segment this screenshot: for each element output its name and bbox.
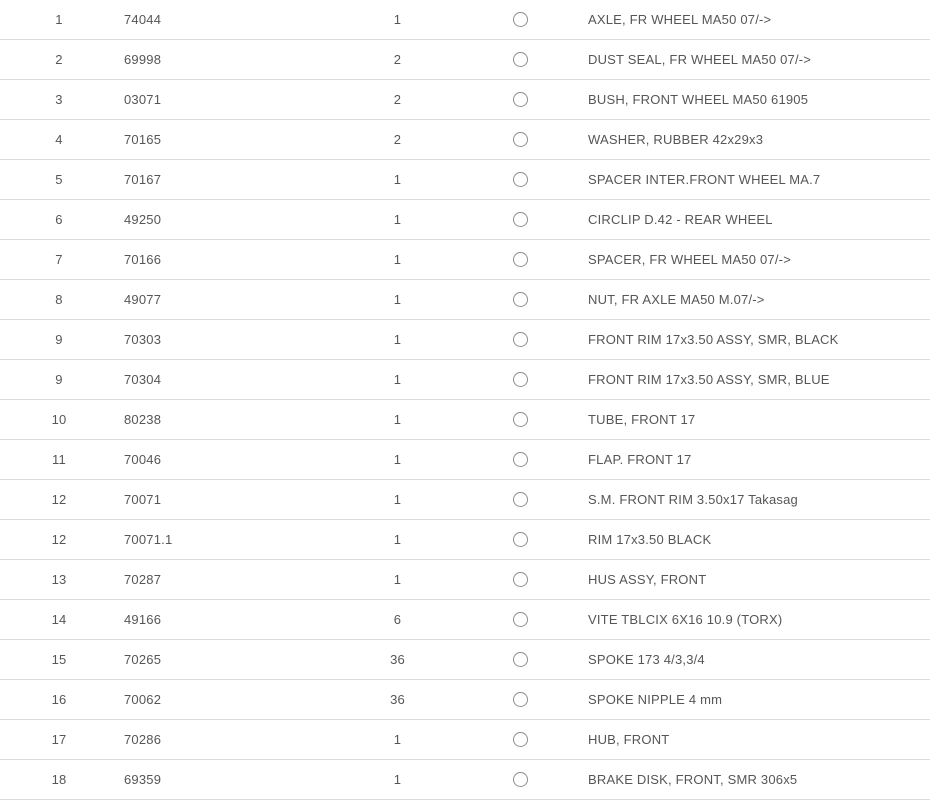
select-part-radio-icon[interactable] bbox=[513, 452, 528, 467]
part-number-cell: 70303 bbox=[124, 332, 162, 347]
part-number-cell: 49250 bbox=[124, 212, 162, 227]
table-row bbox=[0, 680, 930, 720]
position-cell: 11 bbox=[52, 452, 66, 467]
part-number-cell: 03071 bbox=[124, 92, 162, 107]
description-cell: BRAKE DISK, FRONT, SMR 306x5 bbox=[588, 772, 798, 787]
quantity-cell: 1 bbox=[393, 492, 402, 507]
radio-cell bbox=[455, 172, 585, 187]
description-cell: CIRCLIP D.42 - REAR WHEEL bbox=[588, 212, 773, 227]
select-part-radio-icon[interactable] bbox=[513, 652, 528, 667]
quantity-cell: 36 bbox=[390, 652, 405, 667]
position-cell: 10 bbox=[51, 412, 67, 427]
part-number-cell: 70304 bbox=[124, 372, 162, 387]
position-cell: 16 bbox=[51, 692, 67, 707]
description-cell: AXLE, FR WHEEL MA50 07/-> bbox=[588, 12, 772, 27]
description-cell: SPACER INTER.FRONT WHEEL MA.7 bbox=[588, 172, 821, 187]
part-number-cell: 49166 bbox=[124, 612, 162, 627]
description-cell: DUST SEAL, FR WHEEL MA50 07/-> bbox=[588, 52, 812, 67]
position-cell: 8 bbox=[55, 292, 63, 307]
description-cell: NUT, FR AXLE MA50 M.07/-> bbox=[588, 292, 765, 307]
radio-cell bbox=[455, 52, 585, 67]
quantity-cell: 1 bbox=[393, 212, 402, 227]
position-cell: 1 bbox=[55, 12, 63, 27]
table-row bbox=[0, 120, 930, 160]
select-part-radio-icon[interactable] bbox=[513, 92, 528, 107]
table-row bbox=[0, 400, 930, 440]
quantity-cell: 1 bbox=[393, 532, 402, 547]
radio-cell bbox=[455, 772, 585, 787]
position-cell: 5 bbox=[55, 172, 63, 187]
select-part-radio-icon[interactable] bbox=[513, 612, 528, 627]
part-number-cell: 70165 bbox=[124, 132, 162, 147]
table-row bbox=[0, 240, 930, 280]
quantity-cell: 1 bbox=[393, 292, 402, 307]
table-row bbox=[0, 560, 930, 600]
radio-cell bbox=[455, 492, 585, 507]
description-cell: TUBE, FRONT 17 bbox=[588, 412, 696, 427]
description-cell: BUSH, FRONT WHEEL MA50 61905 bbox=[588, 92, 809, 107]
select-part-radio-icon[interactable] bbox=[513, 692, 528, 707]
quantity-cell: 6 bbox=[393, 612, 402, 627]
radio-cell bbox=[455, 532, 585, 547]
description-cell: SPOKE 173 4/3,3/4 bbox=[588, 652, 705, 667]
quantity-cell: 1 bbox=[393, 572, 402, 587]
radio-cell bbox=[455, 692, 585, 707]
select-part-radio-icon[interactable] bbox=[513, 532, 528, 547]
table-row bbox=[0, 520, 930, 560]
quantity-cell: 1 bbox=[393, 412, 402, 427]
table-row bbox=[0, 760, 930, 800]
radio-cell bbox=[455, 212, 585, 227]
select-part-radio-icon[interactable] bbox=[513, 372, 528, 387]
select-part-radio-icon[interactable] bbox=[513, 52, 528, 67]
position-cell: 2 bbox=[55, 52, 63, 67]
radio-cell bbox=[455, 332, 585, 347]
radio-cell bbox=[455, 292, 585, 307]
position-cell: 12 bbox=[51, 532, 67, 547]
quantity-cell: 1 bbox=[393, 172, 402, 187]
table-row bbox=[0, 0, 930, 40]
position-cell: 9 bbox=[55, 372, 63, 387]
position-cell: 6 bbox=[55, 212, 63, 227]
table-row bbox=[0, 280, 930, 320]
position-cell: 18 bbox=[51, 772, 67, 787]
table-row bbox=[0, 480, 930, 520]
part-number-cell: 70071.1 bbox=[124, 532, 173, 547]
radio-cell bbox=[455, 452, 585, 467]
table-row bbox=[0, 160, 930, 200]
position-cell: 15 bbox=[51, 652, 67, 667]
select-part-radio-icon[interactable] bbox=[513, 132, 528, 147]
select-part-radio-icon[interactable] bbox=[513, 572, 528, 587]
select-part-radio-icon[interactable] bbox=[513, 212, 528, 227]
select-part-radio-icon[interactable] bbox=[513, 292, 528, 307]
quantity-cell: 1 bbox=[393, 332, 402, 347]
part-number-cell: 49077 bbox=[124, 292, 162, 307]
position-cell: 7 bbox=[55, 252, 63, 267]
description-cell: HUB, FRONT bbox=[588, 732, 670, 747]
radio-cell bbox=[455, 12, 585, 27]
table-row bbox=[0, 40, 930, 80]
quantity-cell: 1 bbox=[393, 452, 402, 467]
select-part-radio-icon[interactable] bbox=[513, 332, 528, 347]
part-number-cell: 70071 bbox=[124, 492, 162, 507]
description-cell: SPOKE NIPPLE 4 mm bbox=[588, 692, 723, 707]
table-row bbox=[0, 440, 930, 480]
description-cell: HUS ASSY, FRONT bbox=[588, 572, 707, 587]
radio-cell bbox=[455, 132, 585, 147]
quantity-cell: 2 bbox=[393, 52, 402, 67]
table-row bbox=[0, 720, 930, 760]
description-cell: FRONT RIM 17x3.50 ASSY, SMR, BLUE bbox=[588, 372, 830, 387]
description-cell: WASHER, RUBBER 42x29x3 bbox=[588, 132, 764, 147]
position-cell: 4 bbox=[55, 132, 63, 147]
select-part-radio-icon[interactable] bbox=[513, 12, 528, 27]
position-cell: 17 bbox=[51, 732, 67, 747]
select-part-radio-icon[interactable] bbox=[513, 732, 528, 747]
radio-cell bbox=[455, 652, 585, 667]
part-number-cell: 69998 bbox=[124, 52, 162, 67]
quantity-cell: 2 bbox=[393, 132, 402, 147]
part-number-cell: 70166 bbox=[124, 252, 162, 267]
radio-cell bbox=[455, 732, 585, 747]
radio-cell bbox=[455, 92, 585, 107]
description-cell: FRONT RIM 17x3.50 ASSY, SMR, BLACK bbox=[588, 332, 839, 347]
table-row bbox=[0, 80, 930, 120]
part-number-cell: 70062 bbox=[124, 692, 162, 707]
description-cell: S.M. FRONT RIM 3.50x17 Takasag bbox=[588, 492, 798, 507]
radio-cell bbox=[455, 252, 585, 267]
select-part-radio-icon[interactable] bbox=[513, 172, 528, 187]
quantity-cell: 36 bbox=[390, 692, 405, 707]
table-row bbox=[0, 200, 930, 240]
description-cell: RIM 17x3.50 BLACK bbox=[588, 532, 712, 547]
select-part-radio-icon[interactable] bbox=[513, 412, 528, 427]
radio-cell bbox=[455, 572, 585, 587]
quantity-cell: 1 bbox=[393, 732, 402, 747]
part-number-cell: 70286 bbox=[124, 732, 162, 747]
position-cell: 13 bbox=[51, 572, 67, 587]
table-row bbox=[0, 320, 930, 360]
description-cell: SPACER, FR WHEEL MA50 07/-> bbox=[588, 252, 791, 267]
part-number-cell: 70265 bbox=[124, 652, 162, 667]
quantity-cell: 1 bbox=[393, 372, 402, 387]
part-number-cell: 70046 bbox=[124, 452, 162, 467]
select-part-radio-icon[interactable] bbox=[513, 252, 528, 267]
select-part-radio-icon[interactable] bbox=[513, 772, 528, 787]
quantity-cell: 1 bbox=[393, 252, 402, 267]
select-part-radio-icon[interactable] bbox=[513, 492, 528, 507]
table-row bbox=[0, 360, 930, 400]
radio-cell bbox=[455, 372, 585, 387]
table-row bbox=[0, 600, 930, 640]
position-cell: 12 bbox=[51, 492, 67, 507]
part-number-cell: 74044 bbox=[124, 12, 162, 27]
position-cell: 3 bbox=[55, 92, 63, 107]
description-cell: FLAP. FRONT 17 bbox=[588, 452, 692, 467]
part-number-cell: 69359 bbox=[124, 772, 162, 787]
position-cell: 14 bbox=[51, 612, 67, 627]
part-number-cell: 70167 bbox=[124, 172, 162, 187]
radio-cell bbox=[455, 612, 585, 627]
radio-cell bbox=[455, 412, 585, 427]
table-row bbox=[0, 640, 930, 680]
quantity-cell: 2 bbox=[393, 92, 402, 107]
quantity-cell: 1 bbox=[393, 772, 402, 787]
part-number-cell: 80238 bbox=[124, 412, 162, 427]
part-number-cell: 70287 bbox=[124, 572, 162, 587]
quantity-cell: 1 bbox=[393, 12, 402, 27]
position-cell: 9 bbox=[55, 332, 63, 347]
description-cell: VITE TBLCIX 6X16 10.9 (TORX) bbox=[588, 612, 783, 627]
